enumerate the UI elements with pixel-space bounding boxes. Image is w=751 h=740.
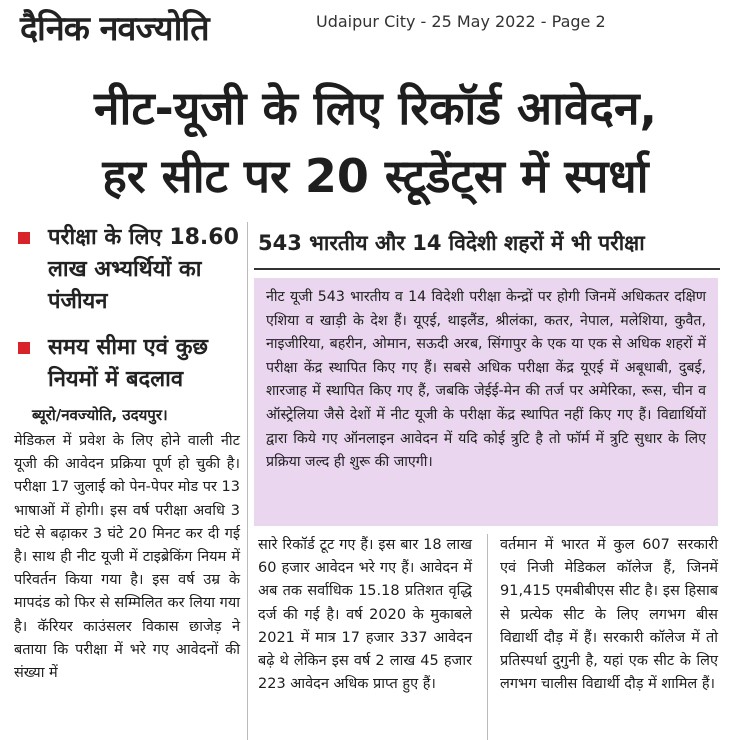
bullet-text: परीक्षा के लिए 18.60 लाख अभ्यर्थियों का पंजीयन <box>48 225 239 314</box>
square-bullet-icon <box>18 342 30 354</box>
bullet-item <box>14 332 242 396</box>
article-column-1: मेडिकल में प्रवेश के लिए होने वाली नीट यूजी की आवेदन प्रक्रिया पूर्ण हो चुकी है। परीक्षा 17 जुलाई को पेन-पेपर मोड पर 13 भाषाओं में होगी। इस वर्ष परीक्षा अवधि 3 घंटे से बढ़ाकर 3 घंटे 20 मिनट कर दी गई है। साथ ही नीट यूजी में टाइब्रेकिंग नियम में परिवर्तन किया गया है। इस वर्ष उम्र के मापदंड को फिर से सम्मिलित कर लिया गया है। कॅरियर काउंसलर विकास छाजेड़ ने बताया कि परीक्षा में भरे गए आवेदनों की संख्या में <box>14 433 240 682</box>
info-sidebox: नीट यूजी 543 भारतीय व 14 विदेशी परीक्षा केन्द्रों पर होगी जिनमें अधिकतर दक्षिण एशिया व खाड़ी के देश हैं। यूएई, थाइलैंड, श्रीलंका, कतर, नेपाल, मलेशिया, कुवैत, नाइजीरिया, बहरीन, ओमान, सऊदी अरब, सिंगापुर के एक या एक से अधिक शहरों में परीक्षा केंद्र स्थापित किए गए हैं। सबसे अधिक परीक्षा केंद्र यूएई में अबूधाबी, दुबई, शारजाह में स्थापित किए गए हैं, जबकि जेईई-मेन की तर्ज पर अमेरिका, रूस, चीन व ऑस्ट्रेलिया जैसे देशों में नीट यूजी के परीक्षा केंद्र स्थापित नहीं किए गए हैं। विद्यार्थियों द्वारा किये गए ऑनलाइन आवेदन में यदि कोई त्रुटि है तो फॉर्म में त्रुटि सुधार के लिए प्रक्रिया जल्द ही शुरू की जाएगी। <box>254 278 718 526</box>
column-divider <box>247 222 248 740</box>
article-column-3: वर्तमान में भारत में कुल 607 सरकारी एवं निजी मेडिकल कॉलेज हैं, जिनमें 91,415 एमबीबीएस सीट है। इस हिसाब से प्रत्येक सीट के लिए लगभग बीस विद्यार्थी दौड़ में हैं। सरकारी कॉलेज में तो प्रतिस्पर्धा दुगुनी है, यहां एक सीट के लिए लगभग चालीस विद्यार्थी दौड़ में शामिल हैं। <box>500 537 718 693</box>
subheadline: 543 भारतीय और 14 विदेशी शहरों में भी परीक्षा <box>258 231 645 255</box>
byline: ब्यूरो/नवज्योति, उदयपुर। <box>32 406 168 424</box>
highlight-bullets <box>14 222 242 410</box>
bullet-text: समय सीमा एवं कुछ नियमों में बदलाव <box>48 335 208 392</box>
square-bullet-icon <box>18 232 30 244</box>
subhead-divider <box>254 268 720 270</box>
bullet-item <box>14 222 242 318</box>
article-column-2: सारे रिकॉर्ड टूट गए हैं। इस बार 18 लाख 60 हजार आवेदन भरे गए हैं। आवेदन में अब तक सर्वाधिक 15.18 प्रतिशत वृद्धि दर्ज की गई है। वर्ष 2020 के मुकाबले 2021 में मात्र 17 हजार 337 आवेदन बढ़े थे लेकिन इस वर्ष 2 लाख 45 हजार 223 आवेदन अधिक प्राप्त हुए हैं। <box>258 537 472 693</box>
newspaper-masthead: दैनिक नवज्योति <box>20 9 209 49</box>
column-divider <box>487 534 488 740</box>
edition-info: Udaipur City - 25 May 2022 - Page 2 <box>316 12 606 31</box>
headline-line-1: नीट-यूजी के लिए रिकॉर्ड आवेदन, <box>94 81 657 135</box>
headline-line-2: हर सीट पर 20 स्टूडेंट्स में स्पर्धा <box>102 149 649 203</box>
